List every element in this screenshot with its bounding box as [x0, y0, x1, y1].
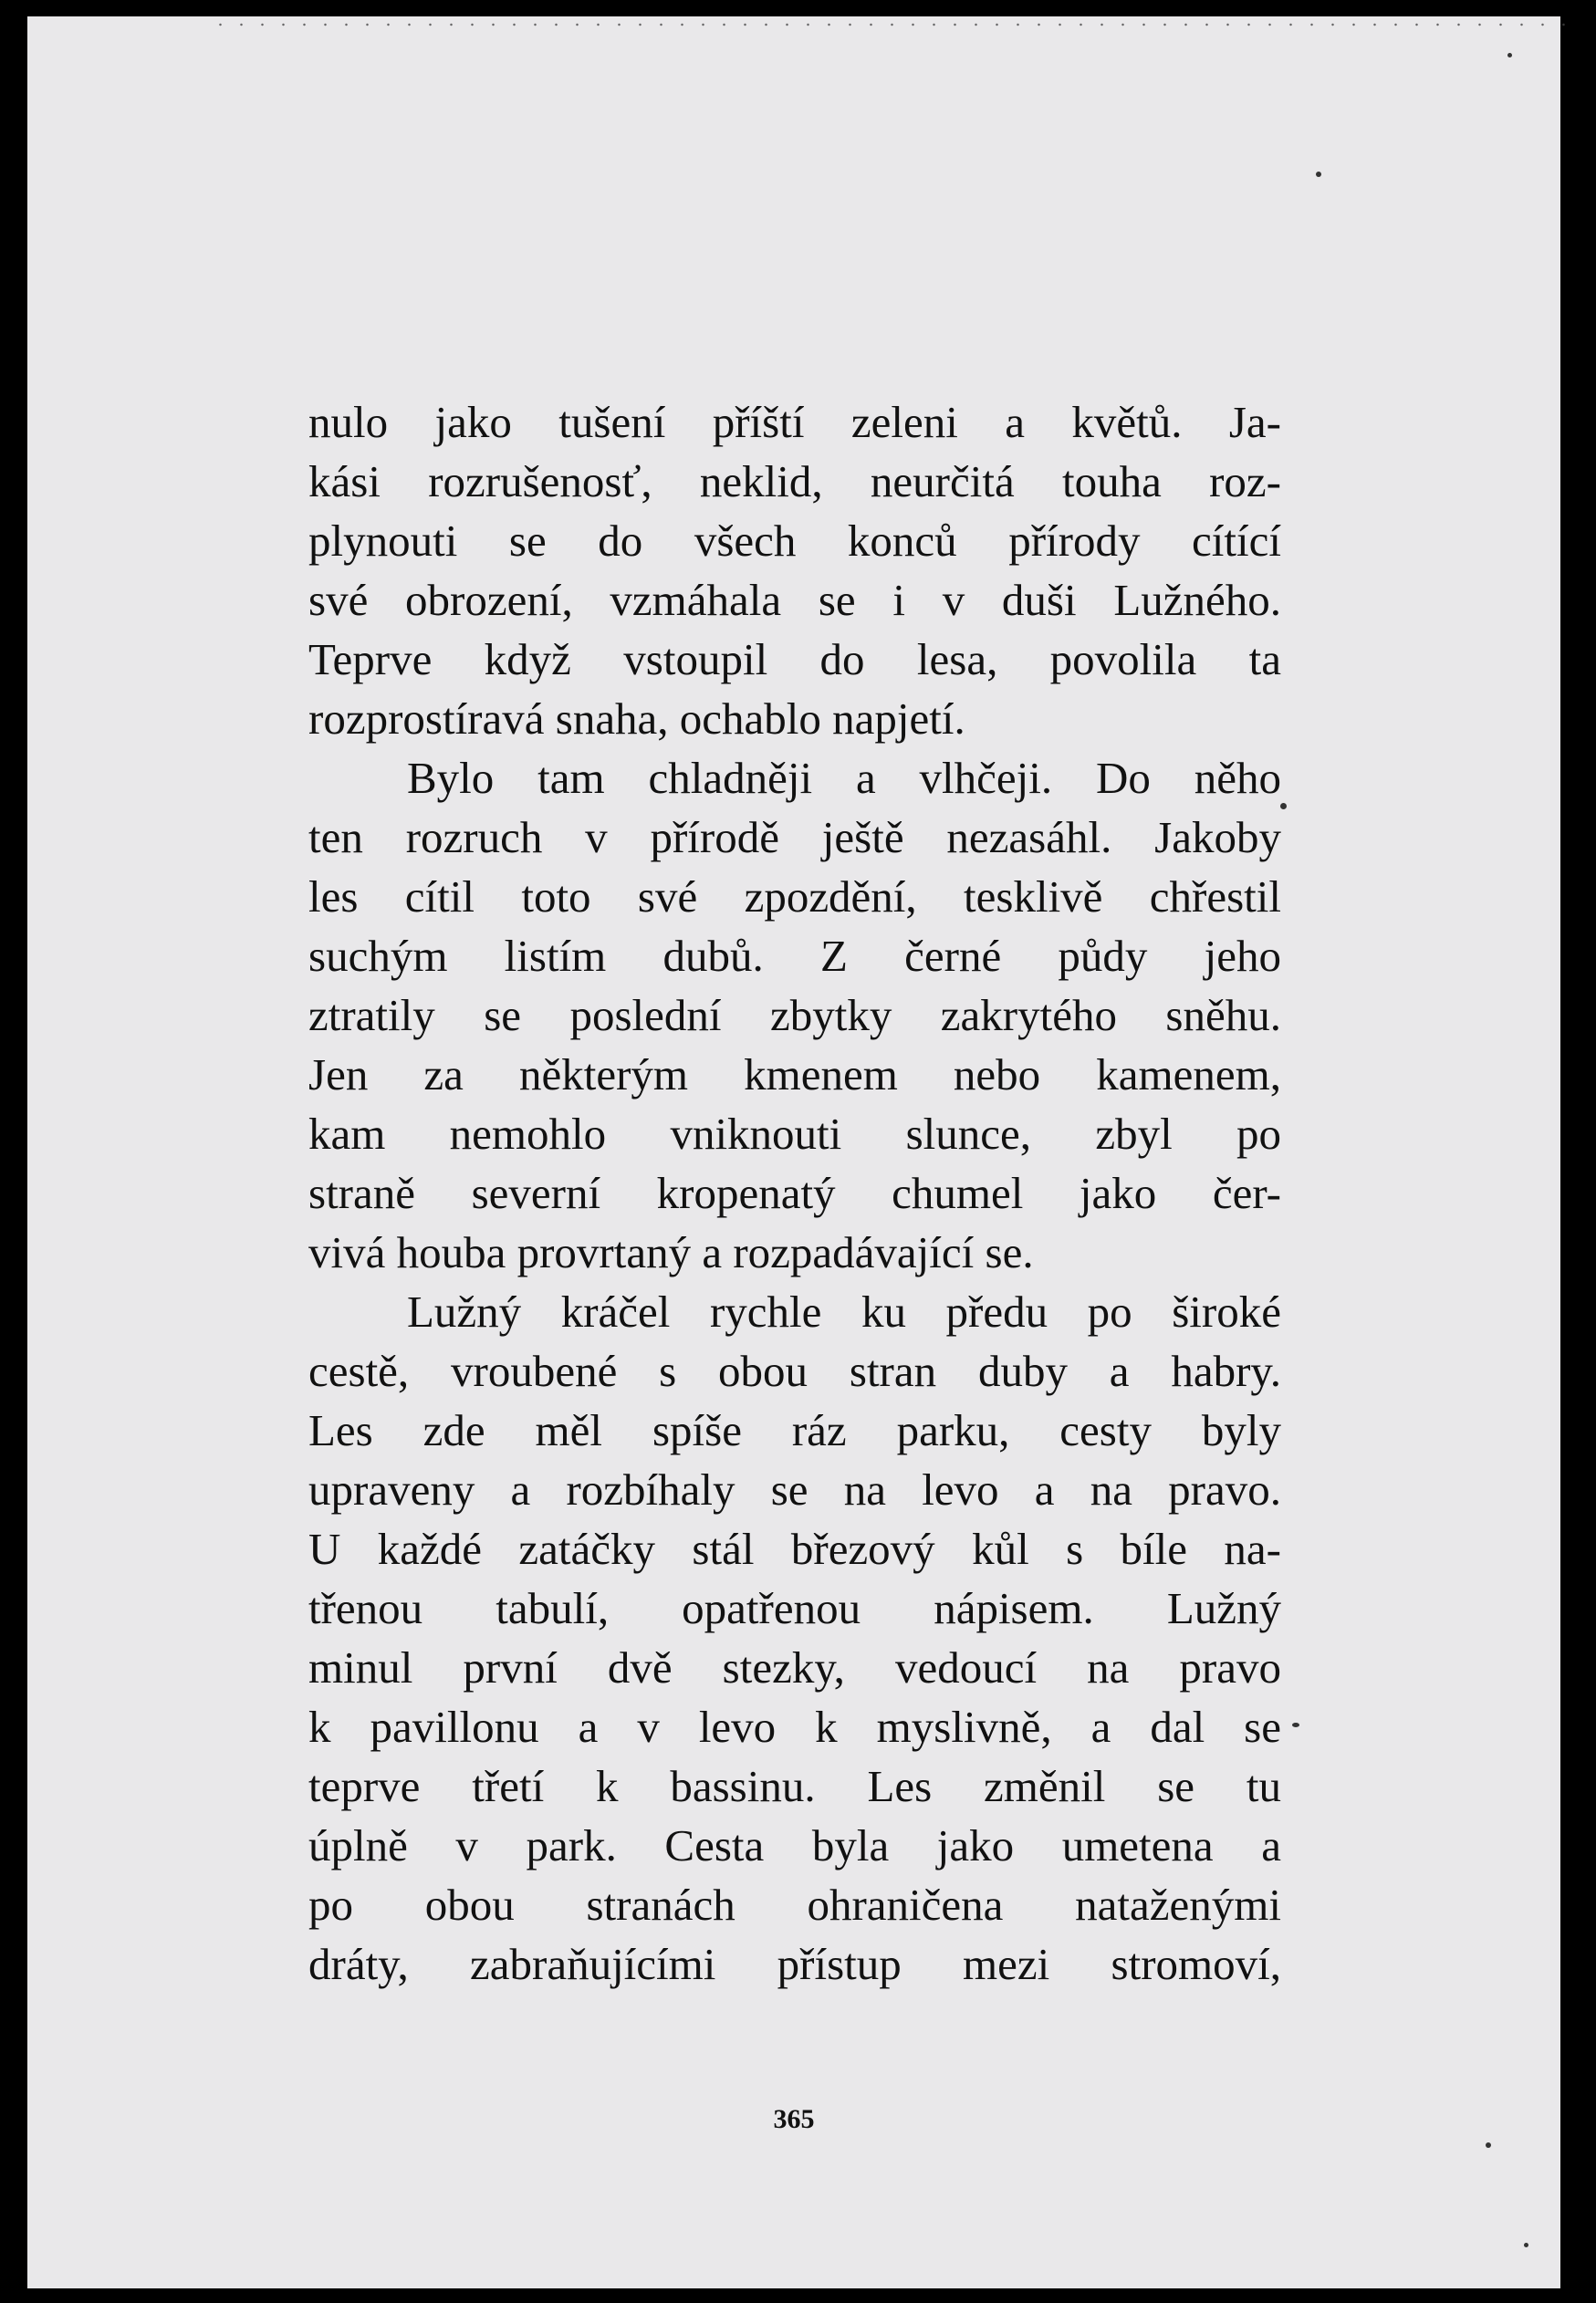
text-line: ten rozruch v přírodě ještě nezasáhl. Jakoby [308, 812, 1281, 862]
text-line: minul první dvě stezky, vedoucí na pravo [308, 1642, 1281, 1693]
text-line: straně severní kropenatý chumel jako čer- [308, 1168, 1281, 1218]
text-line: kam nemohlo vniknouti slunce, zbyl po [308, 1109, 1281, 1159]
text-line: ztratily se poslední zbytky zakrytého sněhu. [308, 990, 1281, 1040]
body-text [308, 392, 1281, 1994]
text-line: kási rozrušenosť, neklid, neurčitá touha roz- [308, 456, 1281, 506]
scan-edge-mark [0, 1592, 16, 1661]
text-line: své obrození, vzmáhala se i v duši Lužného. [308, 575, 1281, 625]
text-line: plynouti se do všech konců přírody cítící [308, 516, 1281, 566]
text-line: vivá houba provrtaný a rozpadávající se. [308, 1227, 1034, 1277]
text-line: Teprve když vstoupil do lesa, povolila ta [308, 634, 1281, 684]
text-line: Bylo tam chladněji a vlhčeji. Do něho [407, 753, 1281, 803]
text-line: upraveny a rozbíhaly se na levo a na pravo. [308, 1464, 1281, 1515]
book-page [27, 16, 1560, 2288]
text-line: U každé zatáčky stál březový kůl s bíle na- [308, 1524, 1281, 1574]
text-line: suchým listím dubů. Z černé půdy jeho [308, 931, 1281, 981]
text-line: po obou stranách ohraničena nataženými [308, 1880, 1281, 1930]
scan-edge-noise [210, 22, 1579, 27]
text-line: Les zde měl spíše ráz parku, cesty byly [308, 1405, 1281, 1455]
scan-speck [1292, 1723, 1299, 1727]
text-line: k pavillonu a v levo k myslivně, a dal se [308, 1702, 1281, 1752]
text-line: teprve třetí k bassinu. Les změnil se tu [308, 1761, 1281, 1811]
scan-speck [1280, 803, 1287, 809]
scan-speck [1316, 172, 1321, 177]
text-line: les cítil toto své zpozdění, tesklivě chřestil [308, 871, 1281, 922]
scan-speck [1524, 2243, 1528, 2247]
page-number: 365 [773, 2104, 815, 2134]
text-line: úplně v park. Cesta byla jako umetena a [308, 1820, 1281, 1871]
text-line: třenou tabulí, opatřenou nápisem. Lužný [308, 1583, 1281, 1633]
text-line: dráty, zabraňujícími přístup mezi stromoví, [308, 1939, 1281, 1989]
scan-edge-mark [0, 2003, 16, 2076]
text-line: Lužný kráčel rychle ku předu po široké [407, 1287, 1281, 1337]
text-line: nulo jako tušení příští zeleni a květů. Ja- [308, 397, 1281, 447]
scan-edge-mark [0, 1090, 16, 1154]
text-line: cestě, vroubené s obou stran duby a habry. [308, 1346, 1281, 1396]
scan-speck [1486, 2142, 1491, 2148]
text-line: rozprostíravá snaha, ochablo napjetí. [308, 693, 965, 744]
scan-speck [1507, 53, 1512, 57]
text-line: Jen za některým kmenem nebo kamenem, [308, 1049, 1281, 1099]
